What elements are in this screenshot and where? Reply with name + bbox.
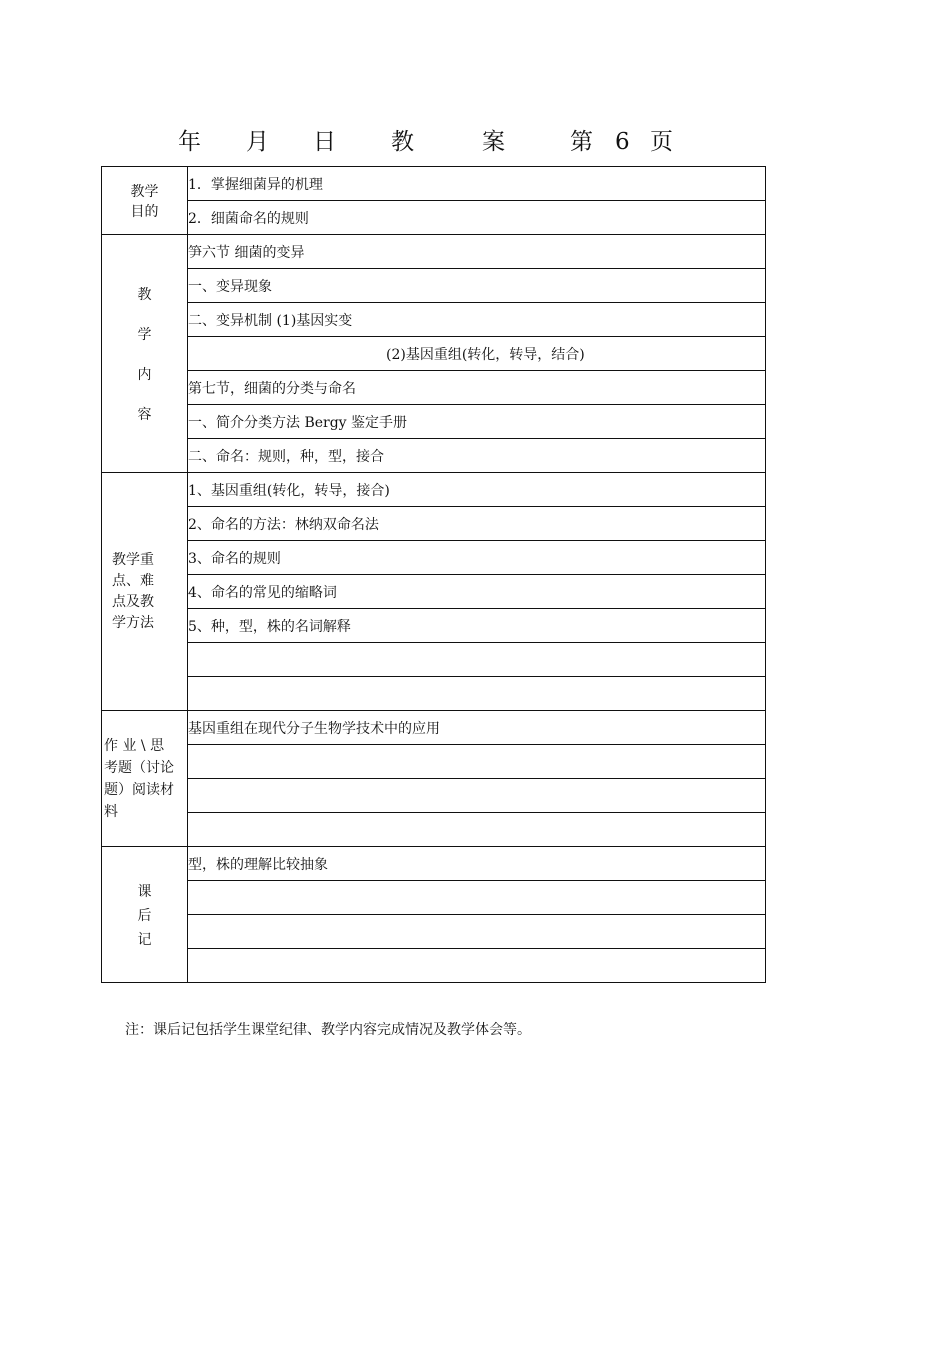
key-point-item: 4、命名的常见的缩略词 <box>188 575 766 609</box>
homework-label-line: 料 <box>104 803 118 820</box>
objectives-label-line: 教学 <box>130 183 159 200</box>
notes-item <box>188 949 766 983</box>
homework-item: 基因重组在现代分子生物学技术中的应用 <box>188 711 766 745</box>
content-item: 一、简介分类方法 Bergy 鉴定手册 <box>188 405 766 439</box>
key-points-label-line: 教学重 <box>112 551 154 568</box>
homework-label-line: 考题（讨论 <box>104 759 174 776</box>
header-day: 日 <box>313 129 336 155</box>
content-item: 第七节，细菌的分类与命名 <box>188 371 766 405</box>
homework-label-line: 作 业 \ 思 <box>104 737 165 754</box>
notes-label-char: 后 <box>137 907 152 924</box>
content-item: (2)基因重组(转化，转导，结合) <box>188 337 766 371</box>
page-header <box>0 126 952 158</box>
lesson-plan-table <box>101 166 766 983</box>
content-item: 一、变异现象 <box>188 269 766 303</box>
content-label-char: 容 <box>137 406 152 423</box>
objective-item: 2．细菌命名的规则 <box>188 201 766 235</box>
key-point-item: 5、种，型，株的名词解释 <box>188 609 766 643</box>
notes-item <box>188 881 766 915</box>
objective-item: 1．掌握细菌异的机理 <box>188 167 766 201</box>
content-label-char: 内 <box>137 366 152 383</box>
header-an: 案 <box>482 129 505 155</box>
content-label-char: 教 <box>137 286 152 303</box>
objectives-label-line: 目的 <box>130 203 159 220</box>
content-item: 笋六节 细菌的变异 <box>188 235 766 269</box>
content-item: 二、命名：规则，种，型，接合 <box>188 439 766 473</box>
homework-label-line: 题）阅读材 <box>104 781 174 798</box>
key-points-label-line: 学方法 <box>112 614 154 631</box>
key-points-label <box>102 473 188 711</box>
key-point-item: 1、基因重组(转化，转导，接合) <box>188 473 766 507</box>
key-point-item <box>188 677 766 711</box>
notes-item: 型，株的理解比较抽象 <box>188 847 766 881</box>
key-points-label-line: 点、难 <box>112 572 154 589</box>
key-point-item <box>188 643 766 677</box>
content-label-char: 学 <box>137 326 152 343</box>
content-label <box>102 235 188 473</box>
header-month: 月 <box>246 129 269 155</box>
objectives-row <box>102 167 766 201</box>
content-item: 二、变异机制 (1)基因实变 <box>188 303 766 337</box>
notes-label-char: 课 <box>137 883 152 900</box>
header-di: 第 <box>570 129 593 155</box>
header-jiao: 教 <box>391 129 414 155</box>
header-page-number: 6 <box>615 129 630 155</box>
homework-label <box>102 711 188 847</box>
notes-label-char: 记 <box>137 931 152 948</box>
footnote: 注：课后记包括学生课堂纪律、教学内容完成情况及教学体会等。 <box>125 1022 531 1038</box>
homework-item <box>188 813 766 847</box>
homework-item <box>188 779 766 813</box>
objectives-label <box>102 167 188 235</box>
homework-item <box>188 745 766 779</box>
notes-item <box>188 915 766 949</box>
key-point-item: 3、命名的规则 <box>188 541 766 575</box>
key-point-item: 2、命名的方法：林纳双命名法 <box>188 507 766 541</box>
header-ye: 页 <box>650 129 673 155</box>
key-points-label-line: 点及教 <box>112 593 154 610</box>
notes-label <box>102 847 188 983</box>
header-year: 年 <box>178 129 201 155</box>
